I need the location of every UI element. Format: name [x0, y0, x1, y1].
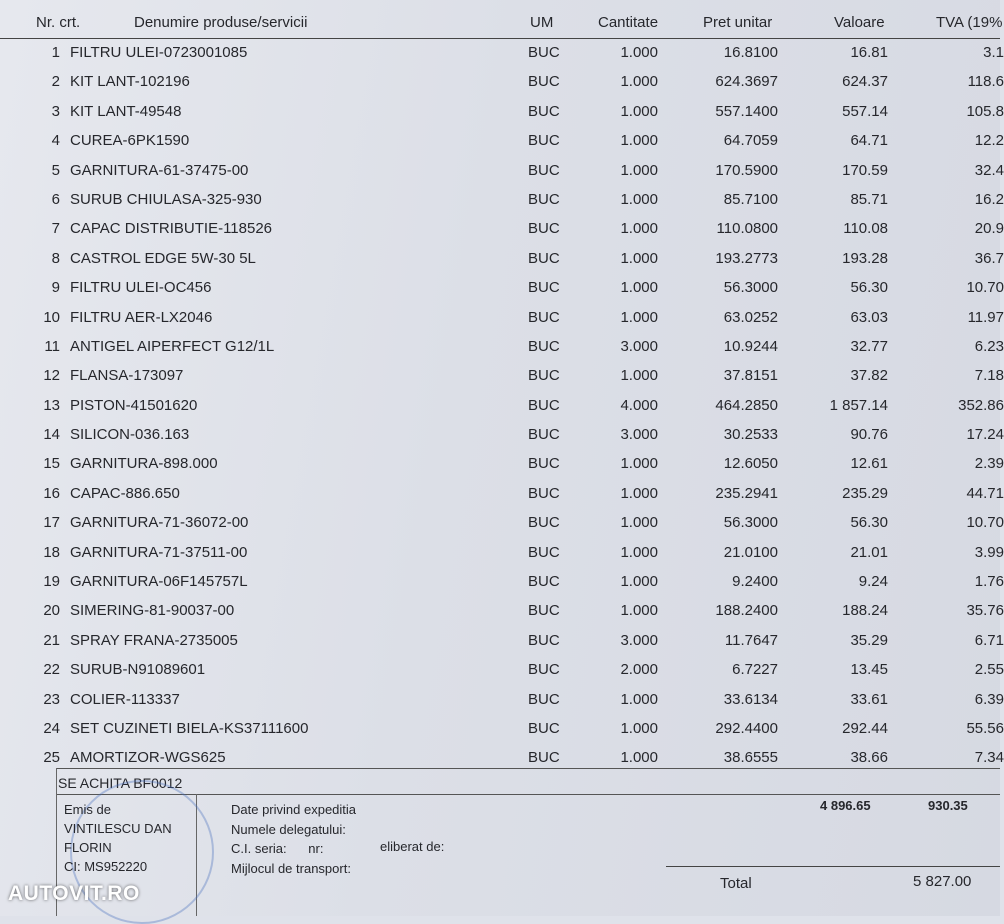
row-um: BUC — [528, 73, 560, 91]
row-cantitate: 1.000 — [620, 220, 658, 238]
row-denumire: SET CUZINETI BIELA-KS37111600 — [70, 719, 309, 737]
row-tva: 2.55 — [974, 661, 1004, 679]
row-pret: 37.8151 — [723, 367, 778, 385]
row-valoare: 63.03 — [850, 308, 888, 326]
row-tva: 1.76 — [974, 573, 1004, 591]
row-um: BUC — [528, 396, 560, 414]
row-tva: 16.2 — [974, 190, 1004, 208]
row-denumire: GARNITURA-61-37475-00 — [70, 161, 249, 179]
row-valoare: 12.61 — [850, 455, 888, 473]
row-tva: 10.70 — [966, 514, 1004, 532]
row-nr: 1 — [51, 44, 60, 61]
row-nr: 16 — [43, 484, 60, 502]
row-denumire: CUREA-6PK1590 — [70, 132, 190, 150]
row-nr: 4 — [51, 132, 60, 150]
row-tva: 7.34 — [974, 749, 1004, 767]
row-denumire: PISTON-41501620 — [70, 396, 198, 414]
row-nr: 18 — [43, 543, 60, 561]
row-valoare: 188.24 — [842, 602, 888, 620]
row-pret: 56.3000 — [723, 514, 778, 532]
row-tva: 20.9 — [974, 220, 1004, 238]
table-row — [0, 685, 1004, 714]
row-tva: 6.39 — [974, 690, 1004, 708]
row-cantitate: 3.000 — [620, 631, 658, 649]
row-valoare: 110.08 — [843, 220, 888, 238]
row-nr: 11 — [44, 337, 60, 355]
row-cantitate: 4.000 — [620, 396, 658, 414]
row-denumire: GARNITURA-06F145757L — [70, 573, 248, 591]
row-pret: 16.8100 — [723, 44, 778, 61]
row-nr: 21 — [43, 631, 60, 649]
row-pret: 188.2400 — [715, 602, 778, 620]
delegate-label: Numele delegatului: — [231, 821, 346, 837]
issuer-ci: CI: MS952220 — [64, 859, 148, 874]
row-um: BUC — [528, 602, 560, 620]
row-pret: 12.6050 — [723, 455, 778, 473]
row-pret: 6.7227 — [732, 661, 778, 679]
ci-nr-label: nr: — [308, 841, 324, 856]
row-nr: 3 — [51, 102, 60, 120]
row-tva: 17.24 — [966, 426, 1004, 444]
header-pret: Pret unitar — [703, 14, 773, 31]
row-denumire: ANTIGEL AIPERFECT G12/1L — [70, 337, 275, 355]
row-denumire: FLANSA-173097 — [70, 367, 184, 385]
row-valoare: 85.71 — [850, 190, 888, 208]
row-tva: 11.97 — [967, 308, 1004, 326]
row-tva: 118.6 — [967, 73, 1004, 91]
row-pret: 464.2850 — [715, 396, 778, 414]
row-cantitate: 1.000 — [620, 190, 658, 208]
row-um: BUC — [528, 220, 560, 238]
row-denumire: KIT LANT-49548 — [70, 102, 182, 120]
row-um: BUC — [528, 132, 560, 150]
row-nr: 2 — [51, 73, 60, 91]
row-tva: 3.1 — [983, 44, 1004, 61]
issuer-name-2: FLORIN — [64, 840, 112, 855]
row-cantitate: 1.000 — [620, 514, 658, 532]
row-valoare: 37.82 — [850, 367, 888, 385]
row-nr: 8 — [51, 249, 60, 267]
row-valoare: 56.30 — [850, 514, 888, 532]
row-um: BUC — [528, 337, 560, 355]
row-valoare: 33.61 — [850, 690, 888, 708]
shipping-title: Date privind expeditia — [231, 802, 357, 817]
row-tva: 6.23 — [974, 337, 1004, 355]
row-um: BUC — [528, 367, 560, 385]
row-um: BUC — [528, 719, 560, 737]
table-row — [0, 67, 1004, 96]
row-cantitate: 1.000 — [620, 73, 658, 91]
table-row — [0, 420, 1004, 449]
row-valoare: 292.44 — [842, 719, 888, 737]
row-cantitate: 1.000 — [620, 132, 658, 150]
row-pret: 30.2533 — [723, 426, 778, 444]
row-denumire: FILTRU AER-LX2046 — [70, 308, 213, 326]
row-pret: 33.6134 — [723, 690, 778, 708]
header-nr: Nr. crt. — [36, 14, 81, 31]
table-row — [0, 332, 1004, 361]
row-um: BUC — [528, 484, 560, 502]
row-cantitate: 1.000 — [620, 249, 658, 267]
header-cantitate: Cantitate — [598, 14, 659, 31]
row-nr: 19 — [43, 573, 60, 591]
row-pret: 21.0100 — [723, 543, 778, 561]
issued-by-label: eliberat de: — [380, 839, 445, 854]
row-nr: 24 — [43, 719, 60, 737]
row-tva: 2.39 — [974, 455, 1004, 473]
row-um: BUC — [528, 249, 560, 267]
row-denumire: FILTRU ULEI-0723001085 — [70, 44, 248, 61]
ci-line — [231, 839, 356, 859]
row-pret: 110.0800 — [716, 220, 778, 238]
row-tva: 32.4 — [974, 161, 1004, 179]
row-nr: 15 — [43, 455, 60, 473]
row-valoare: 90.76 — [850, 426, 888, 444]
row-cantitate: 1.000 — [620, 102, 658, 120]
row-denumire: AMORTIZOR-WGS625 — [70, 749, 226, 767]
row-tva: 35.76 — [966, 602, 1004, 620]
row-tva: 7.18 — [974, 367, 1004, 385]
row-denumire: SIMERING-81-90037-00 — [70, 602, 235, 620]
row-denumire: GARNITURA-898.000 — [70, 455, 218, 473]
row-pret: 557.1400 — [715, 102, 778, 120]
row-pret: 624.3697 — [715, 73, 778, 91]
row-tva: 3.99 — [974, 543, 1004, 561]
row-tva: 44.71 — [966, 484, 1004, 502]
subtotal-value: 4 896.65 — [820, 798, 871, 813]
row-valoare: 624.37 — [842, 73, 888, 91]
issuer-name: VINTILESCU DAN — [64, 821, 172, 836]
row-valoare: 56.30 — [850, 279, 888, 297]
row-nr: 5 — [51, 161, 60, 179]
row-pret: 193.2773 — [715, 249, 778, 267]
row-tva: 6.71 — [974, 631, 1004, 649]
row-um: BUC — [528, 514, 560, 532]
row-nr: 17 — [43, 514, 60, 532]
table-row — [0, 508, 1004, 537]
row-pret: 10.9244 — [723, 337, 778, 355]
table-row — [0, 214, 1004, 243]
total-divider — [666, 866, 1000, 867]
row-denumire: FILTRU ULEI-OC456 — [70, 279, 212, 297]
transport-label: Mijlocul de transport: — [231, 860, 351, 876]
row-cantitate: 1.000 — [620, 602, 658, 620]
subtotal-tva: 930.35 — [928, 798, 968, 813]
row-nr: 20 — [43, 602, 60, 620]
row-denumire: SILICON-036.163 — [70, 426, 190, 444]
table-row — [0, 156, 1004, 185]
header-valoare: Valoare — [834, 14, 885, 31]
row-denumire: SURUB-N91089601 — [70, 661, 206, 679]
table-row — [0, 303, 1004, 332]
row-pret: 63.0252 — [723, 308, 778, 326]
row-denumire: SURUB CHIULASA-325-930 — [70, 190, 262, 208]
row-cantitate: 1.000 — [620, 455, 658, 473]
row-pret: 64.7059 — [723, 132, 778, 150]
table-row — [0, 126, 1004, 155]
row-pret: 11.7647 — [724, 631, 778, 649]
row-um: BUC — [528, 279, 560, 297]
row-valoare: 32.77 — [850, 337, 888, 355]
row-nr: 23 — [43, 690, 60, 708]
row-denumire: CAPAC DISTRIBUTIE-118526 — [70, 220, 273, 238]
header-tva: TVA (19% — [936, 14, 1003, 31]
row-nr: 12 — [43, 367, 60, 385]
row-pret: 235.2941 — [715, 484, 778, 502]
row-valoare: 13.45 — [850, 661, 888, 679]
row-tva: 12.2 — [974, 132, 1004, 150]
row-um: BUC — [528, 190, 560, 208]
row-pret: 9.2400 — [732, 573, 778, 591]
row-um: BUC — [528, 690, 560, 708]
invoice-rows — [0, 38, 1004, 773]
issuer-block — [64, 800, 172, 876]
row-cantitate: 3.000 — [620, 426, 658, 444]
row-denumire: GARNITURA-71-37511-00 — [70, 543, 248, 561]
row-valoare: 16.81 — [850, 44, 888, 61]
row-um: BUC — [528, 749, 560, 767]
row-pret: 292.4400 — [715, 719, 778, 737]
row-nr: 7 — [51, 220, 60, 238]
row-pret: 85.7100 — [723, 190, 778, 208]
total-value: 5 827.00 — [913, 873, 972, 890]
table-row — [0, 714, 1004, 743]
shipping-block — [231, 800, 356, 878]
payment-note: SE ACHITA BF0012 — [58, 775, 183, 791]
row-tva: 105.8 — [966, 102, 1004, 120]
table-row — [0, 538, 1004, 567]
row-valoare: 21.01 — [850, 543, 888, 561]
row-pret: 56.3000 — [723, 279, 778, 297]
row-um: BUC — [528, 161, 560, 179]
row-tva: 10.70 — [966, 279, 1004, 297]
table-row — [0, 391, 1004, 420]
ci-seria-label: C.I. seria: — [231, 841, 287, 856]
row-um: BUC — [528, 661, 560, 679]
table-row — [0, 449, 1004, 478]
header-denumire: Denumire produse/servicii — [134, 14, 308, 31]
table-row — [0, 361, 1004, 390]
table-row — [0, 273, 1004, 302]
row-valoare: 35.29 — [850, 631, 888, 649]
row-denumire: GARNITURA-71-36072-00 — [70, 514, 249, 532]
row-pret: 170.5900 — [715, 161, 778, 179]
row-denumire: COLIER-113337 — [70, 690, 180, 708]
row-cantitate: 1.000 — [620, 484, 658, 502]
row-um: BUC — [528, 102, 560, 120]
table-header — [0, 8, 1003, 39]
row-valoare: 170.59 — [842, 161, 888, 179]
row-cantitate: 1.000 — [620, 308, 658, 326]
row-pret: 38.6555 — [723, 749, 778, 767]
row-denumire: CAPAC-886.650 — [70, 484, 180, 502]
watermark-logo: AUTOVIT.RO — [8, 882, 140, 905]
total-label: Total — [720, 875, 752, 892]
row-nr: 13 — [43, 396, 60, 414]
row-valoare: 9.24 — [858, 573, 888, 591]
table-row — [0, 596, 1004, 625]
row-cantitate: 2.000 — [620, 661, 658, 679]
row-nr: 14 — [43, 426, 60, 444]
row-um: BUC — [528, 631, 560, 649]
table-row — [0, 479, 1004, 508]
row-nr: 6 — [51, 190, 60, 208]
row-nr: 22 — [43, 661, 60, 679]
row-cantitate: 1.000 — [620, 719, 658, 737]
row-cantitate: 1.000 — [620, 44, 658, 61]
row-um: BUC — [528, 426, 560, 444]
table-row — [0, 626, 1004, 655]
divider — [56, 768, 1000, 769]
row-tva: 55.56 — [966, 719, 1004, 737]
row-um: BUC — [528, 543, 560, 561]
row-cantitate: 1.000 — [620, 279, 658, 297]
row-cantitate: 1.000 — [620, 690, 658, 708]
row-valoare: 557.14 — [842, 102, 888, 120]
row-valoare: 235.29 — [842, 484, 888, 502]
table-row — [0, 38, 1004, 67]
header-um: UM — [530, 14, 554, 31]
row-denumire: KIT LANT-102196 — [70, 73, 190, 91]
row-tva: 36.7 — [974, 249, 1004, 267]
row-um: BUC — [528, 308, 560, 326]
divider — [56, 794, 1000, 795]
row-tva: 352.86 — [958, 396, 1004, 414]
row-nr: 9 — [51, 279, 60, 297]
row-denumire: SPRAY FRANA-2735005 — [70, 631, 238, 649]
table-row — [0, 185, 1004, 214]
table-row — [0, 97, 1004, 126]
table-row — [0, 244, 1004, 273]
row-um: BUC — [528, 455, 560, 473]
row-valoare: 193.28 — [842, 249, 888, 267]
row-cantitate: 1.000 — [620, 161, 658, 179]
row-valoare: 1 857.14 — [829, 396, 888, 414]
row-valoare: 64.71 — [850, 132, 888, 150]
row-nr: 25 — [43, 749, 60, 767]
row-cantitate: 3.000 — [620, 337, 658, 355]
row-valoare: 38.66 — [850, 749, 888, 767]
row-nr: 10 — [43, 308, 60, 326]
table-row — [0, 567, 1004, 596]
row-cantitate: 1.000 — [620, 543, 658, 561]
issuer-label: Emis de — [64, 802, 111, 817]
row-um: BUC — [528, 573, 560, 591]
row-cantitate: 1.000 — [620, 367, 658, 385]
row-cantitate: 1.000 — [620, 749, 658, 767]
table-row — [0, 655, 1004, 684]
row-denumire: CASTROL EDGE 5W-30 5L — [70, 249, 256, 267]
row-cantitate: 1.000 — [620, 573, 658, 591]
row-um: BUC — [528, 44, 560, 61]
